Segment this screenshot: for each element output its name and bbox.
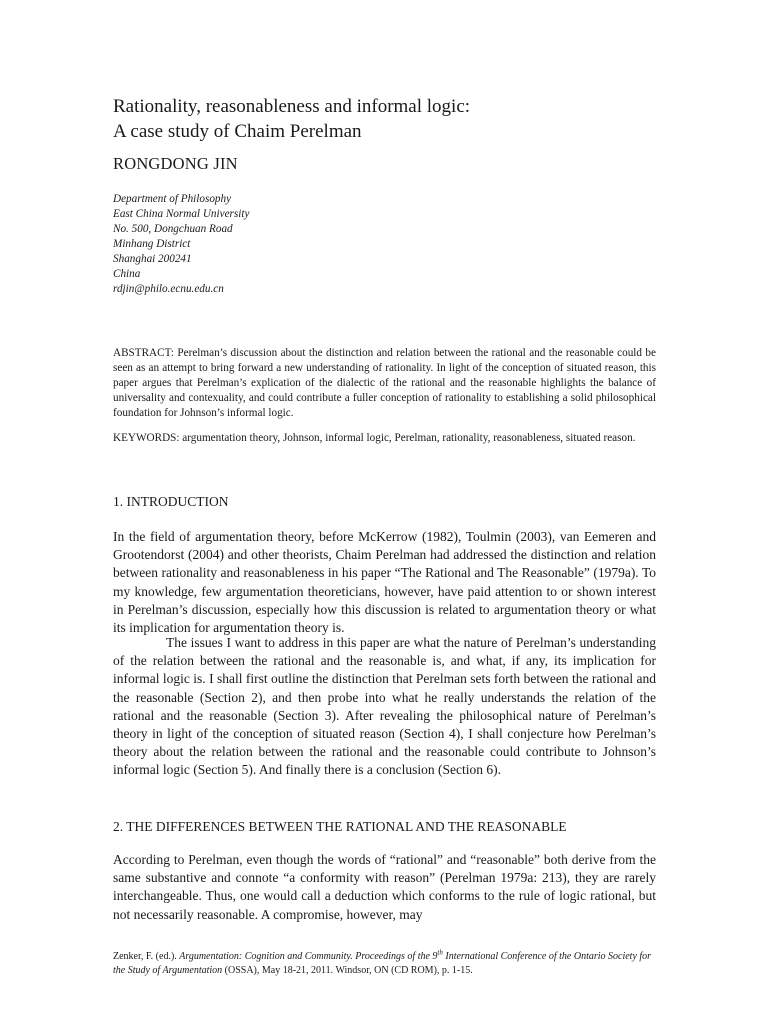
title-line-2: A case study of Chaim Perelman — [113, 121, 362, 142]
body-paragraph — [113, 634, 656, 780]
footer-italic: International Conference of the Ontario Society for the Study of Argumentation — [113, 951, 652, 976]
author-email: rdjin@philo.ecnu.edu.cn — [113, 283, 224, 295]
paragraph-text: The issues I want to address in this paper are what the nature of Perelman’s understanding of the relation between the rational and the reasonable is, and what, if any, its implication for informal logic is. I shall first outline the distinction that Perelman sets forth between the rational and the reasonable (Section 2), and then probe into what he really understands the relation of the rational and the reasonable (Section 3). After revealing the philosophical nature of Perelman’s theory in light of the conception of situated reason (Section 4), I shall conjecture how Perelman’s theory about the relation between the rational and the reasonable could contribute to Johnson’s informal logic (Section 5). And finally there is a conclusion (Section 6). — [113, 635, 656, 778]
section-heading-introduction: 1. INTRODUCTION — [113, 494, 229, 509]
abstract — [113, 346, 656, 421]
paragraph-text: According to Perelman, even though the words of “rational” and “reasonable” both derive from the same substantive and connote “a conformity with reason” (Perelman 1979a: 213), they are rarely interchangeable. Thus, one would call a deduction which conforms to the rule of logic rational, but not necessarily reasonable. A compromise, however, may — [113, 852, 656, 922]
title-line-1: Rationality, reasonableness and informal logic: — [113, 96, 471, 117]
affiliation-line: Shanghai 200241 — [113, 253, 192, 265]
affiliation-line: Department of Philosophy — [113, 193, 232, 205]
footer-post: (OSSA), May 18-21, 2011. Windsor, ON (CD ROM), p. 1-15. — [222, 965, 473, 976]
abstract-text: ABSTRACT: Perelman’s discussion about the distinction and relation between the rational and the reasonable could be seen as an attempt to bring forward a new understanding of rationality. In light of the conception of situated reason, this paper argues that Perelman’s explication of the dialectic of the rational and the reasonable highlights the balance of universality and contexuality, and could contribute a fuller conception of rationality to establishing a solid philosophical foundation for Johnson’s informal logic. — [113, 347, 656, 419]
body-paragraph — [113, 528, 656, 637]
affiliation-line: No. 500, Dongchuan Road — [113, 223, 233, 235]
section-heading-differences: 2. THE DIFFERENCES BETWEEN THE RATIONAL AND THE REASONABLE — [113, 819, 567, 834]
affiliation-line: China — [113, 268, 141, 280]
body-paragraph — [113, 851, 656, 924]
affiliation-line: East China Normal University — [113, 208, 250, 220]
paragraph-text: In the field of argumentation theory, before McKerrow (1982), Toulmin (2003), van Eemeren and Grootendorst (2004) and other theorists, Chaim Perelman had addressed the distinction and relation between rationality and reasonableness in his paper “The Rational and The Reasonable” (1979a). To my knowledge, few argumentation theoreticians, however, have paid attention to or shown interest in Perelman’s discussion, especially how this discussion is related to argumentation theory or what its implication for argumentation theory is. — [113, 529, 656, 636]
footer-italic: Argumentation: Cognition and Community. Proceedings of the 9 — [179, 951, 438, 962]
paper-title — [113, 94, 656, 144]
footer-pre: Zenker, F. (ed.). — [113, 951, 180, 962]
keywords-text: KEYWORDS: argumentation theory, Johnson, informal logic, Perelman, rationality, reasonableness, situated reason. — [113, 432, 636, 444]
citation-footer — [113, 950, 656, 978]
keywords — [113, 431, 656, 446]
affiliation-line: Minhang District — [113, 238, 191, 250]
author-affiliation — [113, 192, 656, 297]
footer-superscript: th — [437, 948, 443, 957]
author-name: RONGDONG JIN — [113, 154, 238, 173]
